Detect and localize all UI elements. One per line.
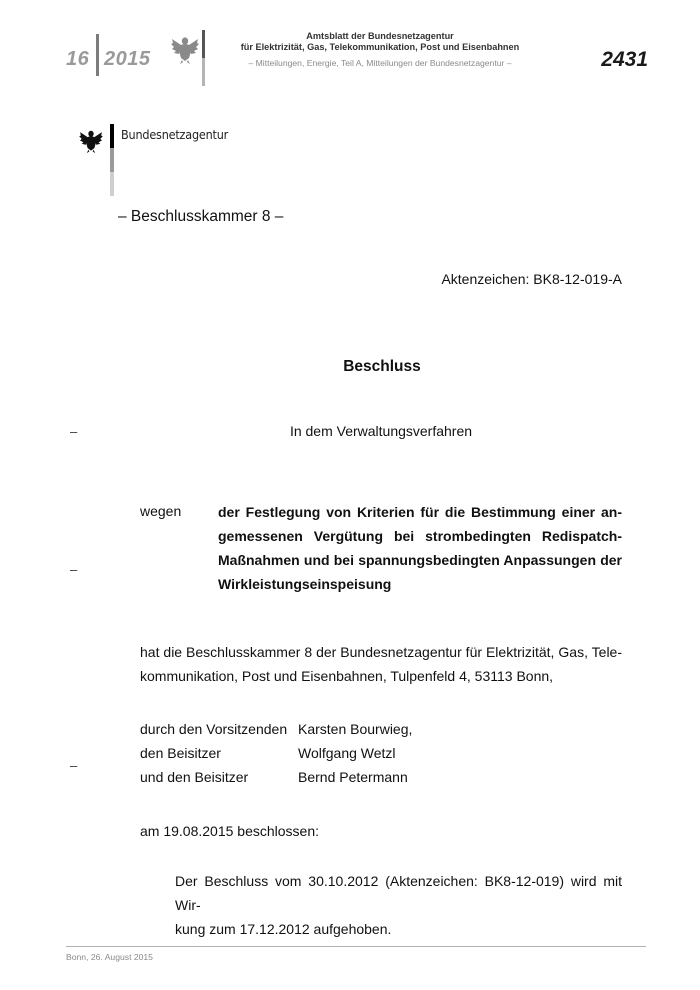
agency-name: Bundesnetzagentur: [121, 127, 229, 142]
subject-line: der Festlegung von Kriterien für die Bestimmung einer an-: [218, 504, 622, 520]
paragraph-line: kommunikation, Post und Eisenbahnen, Tulpenfeld 4, 53113 Bonn,: [140, 668, 554, 684]
logo-flag-bar-gold: [110, 172, 114, 196]
tenor-line: kung zum 17.12.2012 aufgehoben.: [175, 921, 392, 937]
federal-eagle-icon: [170, 33, 200, 65]
header-divider: [96, 34, 99, 76]
member-role: den Beisitzer: [140, 745, 221, 761]
member-row: [140, 765, 412, 789]
member-name: Bernd Petermann: [298, 769, 408, 785]
margin-dash: –: [70, 424, 78, 439]
chamber-heading: – Beschlusskammer 8 –: [118, 208, 284, 225]
decision-date: am 19.08.2015 beschlossen:: [140, 823, 320, 839]
subject-line: Wirkleistungseinspeisung: [218, 576, 392, 592]
file-reference: Aktenzeichen: BK8-12-019-A: [441, 271, 622, 287]
gazette-subtitle: – Mitteilungen, Energie, Teil A, Mitteilungen der Bundesnetzagentur –: [248, 58, 512, 68]
logo-flag-bar-black: [110, 124, 114, 148]
subject-line: gemessenen Vergütung bei strombedingten Redispatch-: [218, 528, 622, 544]
member-row: [140, 741, 412, 765]
chamber-members: [140, 717, 412, 789]
federal-eagle-icon: [78, 127, 104, 154]
member-name: Wolfgang Wetzl: [298, 745, 396, 761]
footer-divider: [66, 946, 646, 947]
proceeding-intro: In dem Verwaltungsverfahren: [289, 423, 473, 439]
subject-text: [218, 500, 622, 596]
member-row: [140, 717, 412, 741]
issue-number: 16: [66, 48, 90, 70]
issue-year: 2015: [104, 48, 151, 70]
decision-body-paragraph: [140, 640, 622, 688]
member-role: durch den Vorsitzenden: [140, 721, 288, 737]
member-name: Karsten Bourwieg,: [298, 721, 413, 737]
header-color-bar-dark: [202, 30, 205, 58]
footer-place-date: Bonn, 26. August 2015: [66, 952, 153, 962]
paragraph-line: hat die Beschlusskammer 8 der Bundesnetzagentur für Elektrizität, Gas, Tele-: [140, 644, 622, 660]
gazette-title-line2: für Elektrizität, Gas, Telekommunikation, Post und Eisenbahnen: [240, 42, 520, 52]
document-title: Beschluss: [343, 358, 421, 375]
margin-dash: –: [70, 562, 78, 577]
logo-flag-bar-red: [110, 148, 114, 172]
tenor-line: Der Beschluss vom 30.10.2012 (Aktenzeichen: BK8-12-019) wird mit Wir-: [175, 873, 622, 913]
page-number: 2431: [601, 48, 648, 71]
subject-label: wegen: [140, 503, 182, 519]
tenor-paragraph: [175, 869, 622, 941]
gazette-title-line1: Amtsblatt der Bundesnetzagentur: [306, 31, 454, 41]
member-role: und den Beisitzer: [140, 769, 249, 785]
subject-line: Maßnahmen und bei spannungsbedingten Anpassungen der: [218, 552, 622, 568]
margin-dash: –: [70, 758, 78, 773]
